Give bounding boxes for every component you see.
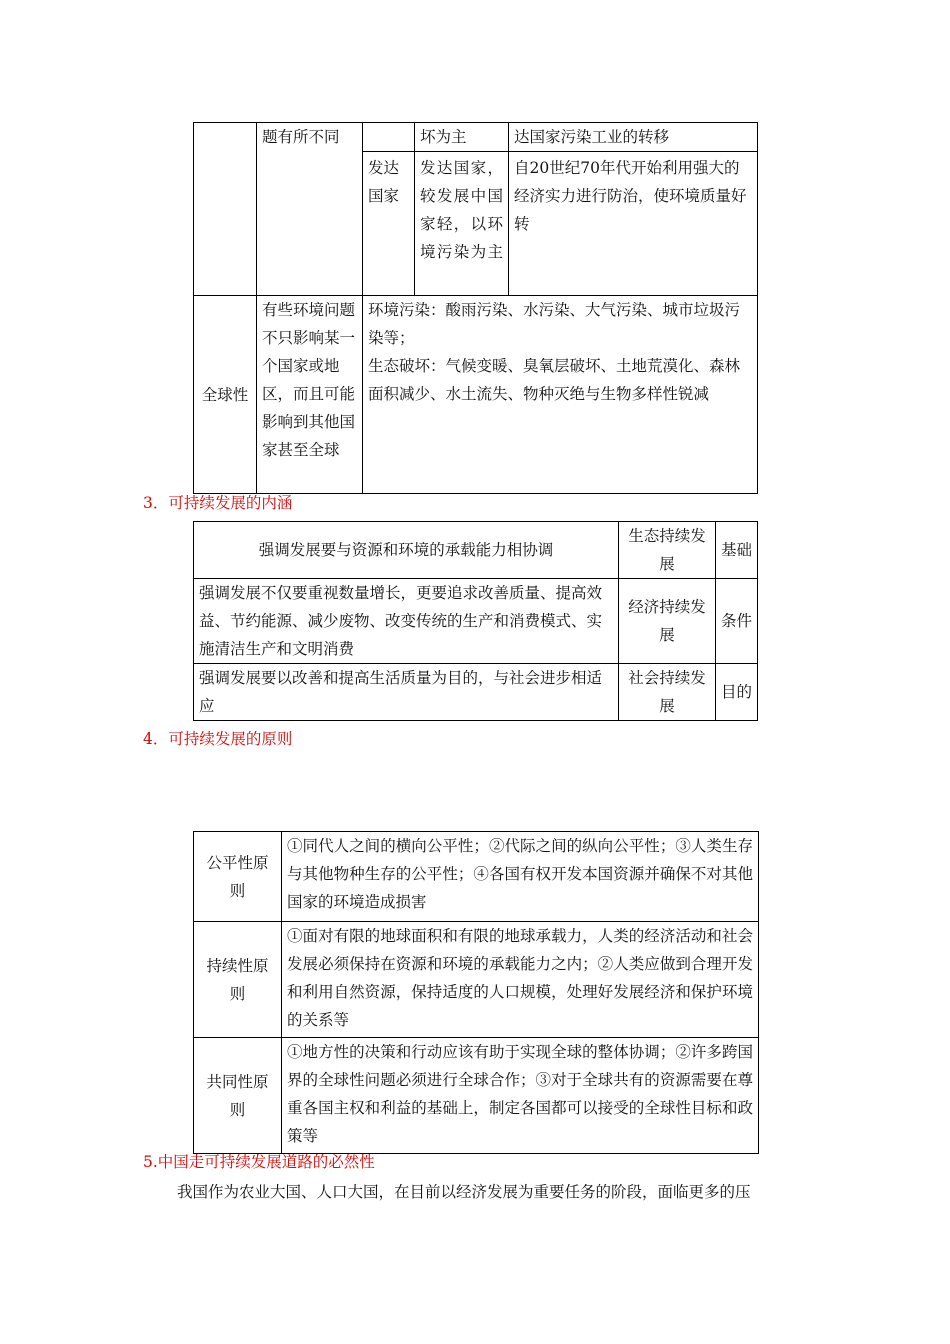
environment-problems-table (193, 122, 758, 494)
principle-name: 持续性原则 (194, 922, 282, 1038)
table-row (194, 664, 758, 721)
table-cell: 强调发展要与资源和环境的承载能力相协调 (194, 522, 619, 579)
table-cell: 自20世纪70年代开始利用强大的经济实力进行防治，使环境质量好转 (509, 152, 758, 296)
body-paragraph: 我国作为农业大国、人口大国，在目前以经济发展为重要任务的阶段，面临更多的压 (177, 1183, 751, 1201)
table-cell: 题有所不同 (257, 123, 363, 296)
table-cell: 达国家污染工业的转移 (509, 123, 758, 152)
table-cell: 有些环境问题不只影响某一个国家或地区，而且可能影响到其他国家甚至全球 (257, 296, 363, 494)
table-cell: 全球性 (194, 296, 257, 494)
table-cell: 强调发展要以改善和提高生活质量为目的，与社会进步相适应 (194, 664, 619, 721)
table-row (194, 522, 758, 579)
principles-table (193, 831, 759, 1154)
table-row (194, 123, 758, 152)
table-cell: 强调发展不仅要重视数量增长，更要追求改善质量、提高效益、节约能源、减少废物、改变传统的生产和消费模式、实施清洁生产和文明消费 (194, 579, 619, 664)
section-heading-5: 5.中国走可持续发展道路的必然性 (143, 1153, 375, 1171)
cell-line: 环境污染：酸雨污染、水污染、大气污染、城市垃圾污染等； (368, 301, 741, 347)
principle-name: 共同性原则 (194, 1038, 282, 1154)
principle-content: ①地方性的决策和行动应该有助于实现全球的整体协调；②许多跨国界的全球性问题必须进行全球合作；③对于全球共有的资源需要在尊重各国主权和利益的基础上，制定各国都可以接受的全球性目标和政策等 (282, 1038, 759, 1154)
table-row (194, 296, 758, 494)
table-cell (363, 296, 758, 494)
principle-content: ①面对有限的地球面积和有限的地球承载力，人类的经济活动和社会发展必须保持在资源和环境的承载能力之内；②人类应做到合理开发和利用自然资源，保持适度的人口规模，处理好发展经济和保护环境的关系等 (282, 922, 759, 1038)
table-cell: 坏为主 (415, 123, 509, 152)
table-cell: 条件 (716, 579, 758, 664)
table-cell: 生态持续发展 (619, 522, 716, 579)
table-row (194, 832, 759, 922)
table-cell (194, 123, 257, 296)
table-row (194, 922, 759, 1038)
principle-name: 公平性原则 (194, 832, 282, 922)
section-heading-3: 3．可持续发展的内涵 (143, 494, 293, 512)
table-cell: 发达国家，较发展中国家轻，以环境污染为主 (415, 152, 509, 296)
principle-content: ①同代人之间的横向公平性；②代际之间的纵向公平性；③人类生存与其他物种生存的公平性；④各国有权开发本国资源并确保不对其他国家的环境造成损害 (282, 832, 759, 922)
table-cell: 经济持续发展 (619, 579, 716, 664)
meaning-table (193, 521, 758, 721)
section-heading-4: 4．可持续发展的原则 (143, 730, 293, 748)
cell-line: 生态破坏：气候变暖、臭氧层破坏、土地荒漠化、森林面积减少、水土流失、物种灭绝与生物多样性锐减 (368, 357, 741, 403)
table-cell (363, 123, 415, 152)
table-row (194, 579, 758, 664)
table-cell: 发达国家 (363, 152, 415, 296)
table-cell: 社会持续发展 (619, 664, 716, 721)
table-cell: 基础 (716, 522, 758, 579)
table-row (194, 1038, 759, 1154)
table-cell: 目的 (716, 664, 758, 721)
